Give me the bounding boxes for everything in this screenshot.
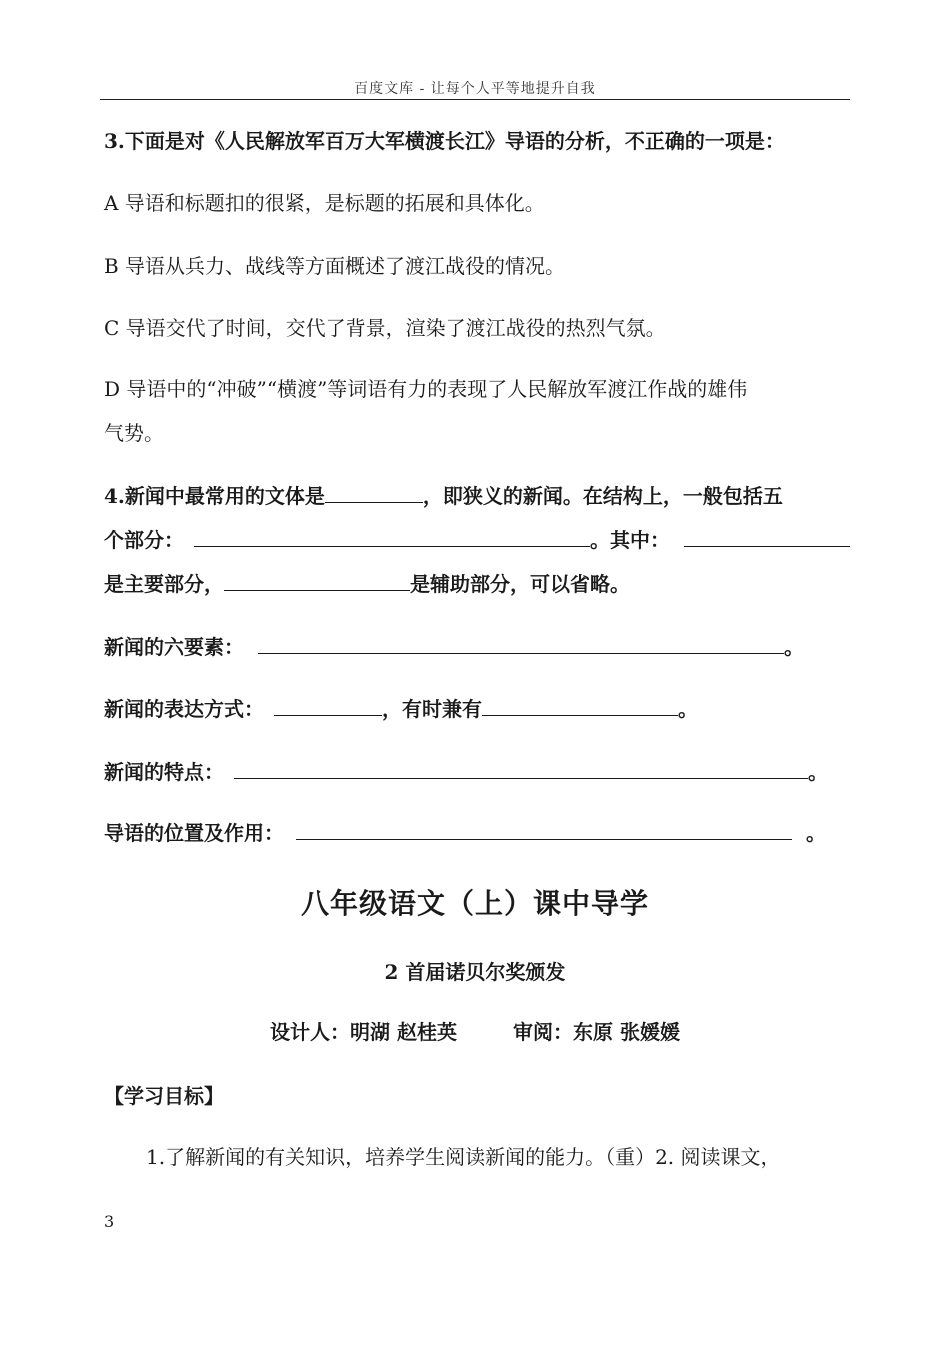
q4-text: 个部分： — [104, 528, 184, 552]
lead-position-line — [104, 818, 826, 848]
answer-blank[interactable] — [684, 526, 850, 547]
q4-text: 。其中： — [590, 528, 670, 552]
answer-blank[interactable] — [325, 482, 423, 503]
question-3-option-d-cont: 气势。 — [104, 421, 164, 445]
section-title: 八年级语文（上）课中导学 — [300, 887, 649, 920]
answer-blank[interactable] — [194, 526, 590, 547]
answer-blank[interactable] — [234, 758, 808, 779]
reviewer-credit: 审阅：东原 张媛媛 — [513, 1020, 680, 1044]
expression-label: 新闻的表达方式： — [104, 697, 264, 721]
question-4-line-1 — [104, 481, 783, 511]
question-3-option-b: B 导语从兵力、战线等方面概述了渡江战役的情况。 — [104, 254, 566, 278]
period: 。 — [808, 760, 828, 784]
q4-text: 4.新闻中最常用的文体是 — [104, 484, 325, 508]
page-number: 3 — [104, 1212, 115, 1231]
designer-credit: 设计人：明湖 赵桂英 — [270, 1020, 457, 1044]
answer-blank[interactable] — [274, 695, 382, 716]
expression-mid: ，有时兼有 — [382, 697, 482, 721]
expression-line — [104, 694, 698, 724]
question-3-option-a: A 导语和标题扣的很紧，是标题的拓展和具体化。 — [104, 191, 545, 215]
period: 。 — [678, 697, 698, 721]
q4-text: 是辅助部分，可以省略。 — [410, 572, 630, 596]
question-3-option-c: C 导语交代了时间，交代了背景，渲染了渡江战役的热烈气氛。 — [104, 316, 666, 340]
answer-blank[interactable] — [258, 633, 784, 654]
page-header: 百度文库 - 让每个人平等地提升自我 — [354, 81, 596, 97]
six-elements-line — [104, 632, 804, 662]
answer-blank[interactable] — [296, 819, 792, 840]
six-elements-label: 新闻的六要素： — [104, 635, 244, 659]
goals-heading: 【学习目标】 — [104, 1084, 224, 1108]
header-divider — [100, 99, 850, 100]
q4-text: ，即狭义的新闻。在结构上，一般包括五 — [422, 484, 783, 508]
lead-position-label: 导语的位置及作用： — [104, 821, 284, 845]
question-4-line-3 — [104, 569, 630, 599]
features-label: 新闻的特点： — [104, 760, 224, 784]
answer-blank[interactable] — [224, 570, 410, 591]
q4-text: 是主要部分， — [104, 572, 224, 596]
goal-line: 1.了解新闻的有关知识，培养学生阅读新闻的能力。（重）2. 阅读课文， — [146, 1145, 781, 1169]
features-line — [104, 757, 828, 787]
period: 。 — [806, 821, 826, 845]
question-4-line-2 — [104, 525, 850, 555]
credits-line — [0, 1016, 950, 1045]
question-3-stem: 3.下面是对《人民解放军百万大军横渡长江》导语的分析，不正确的一项是： — [104, 129, 785, 153]
question-3-option-d: D 导语中的“冲破”“横渡”等词语有力的表现了人民解放军渡江作战的雄伟 — [104, 377, 748, 401]
lesson-subtitle: 2 首届诺贝尔奖颁发 — [384, 960, 566, 984]
period: 。 — [784, 635, 804, 659]
answer-blank[interactable] — [482, 695, 678, 716]
